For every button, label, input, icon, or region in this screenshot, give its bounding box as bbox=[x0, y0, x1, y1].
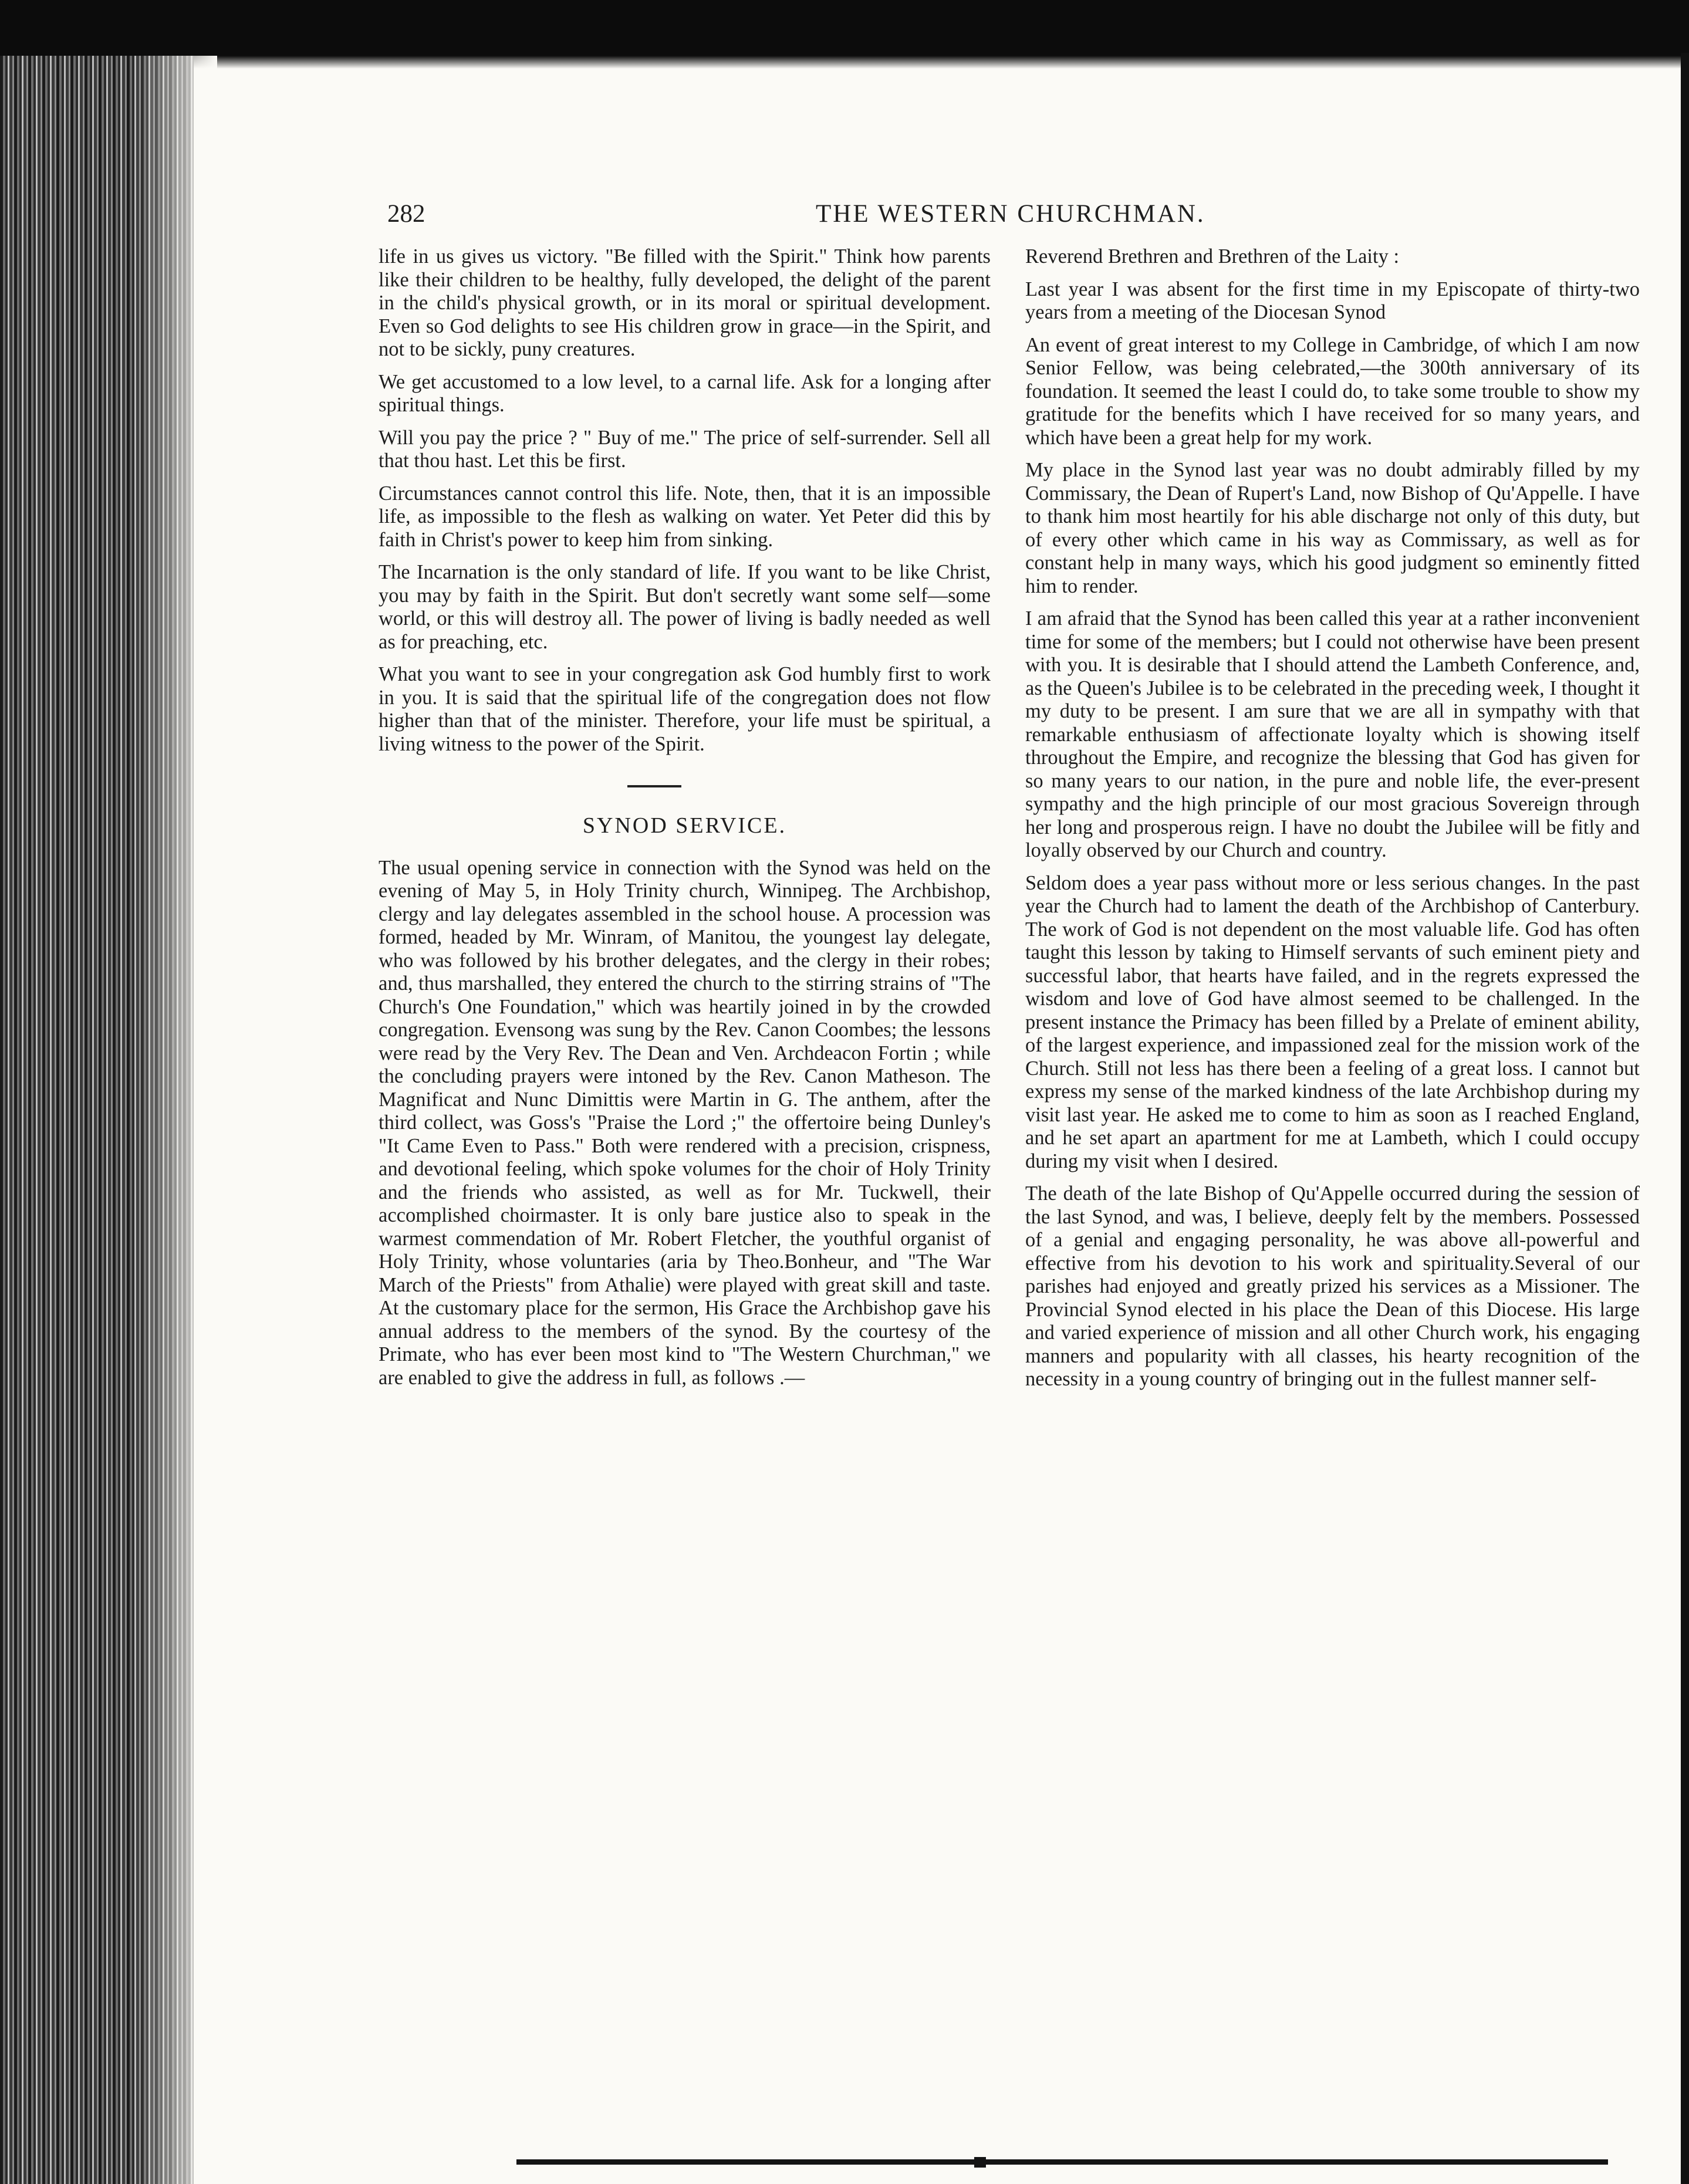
page-header bbox=[387, 200, 1420, 235]
scan-top-border bbox=[0, 0, 1689, 56]
scan-right-edge bbox=[1681, 53, 1689, 2184]
paragraph: Will you pay the price ? " Buy of me." The price of self-surrender. Sell all that thou hast. Let this be first. bbox=[379, 426, 991, 472]
paragraph: The Incarnation is the only standard of life. If you want to be like Christ, you may by faith in the Spirit. But don't secretly want some self—some world, or this will destroy all. The power of living is badly needed as well as for preaching, etc. bbox=[379, 561, 991, 653]
paragraph: The death of the late Bishop of Qu'Appelle occurred during the session of the last Synod, and was, I believe, deeply felt by the members. Possessed of a genial and engaging personality, he was above all-powerful and effective from his devotion to his work and spirituality.Several of our parishes had enjoyed and greatly prized his services as a Missioner. The Provincial Synod elected in his place the Dean of this Diocese. His large and varied experience of mission and all other Church work, his engaging manners and popularity with all classes, his hearty recognition of the necessity in a young country of bringing out in the fullest manner self- bbox=[1025, 1182, 1640, 1390]
scan-top-border-shadow bbox=[0, 56, 1689, 69]
scan-bottom-rule bbox=[516, 2159, 1608, 2165]
left-column bbox=[379, 245, 991, 1399]
page-number: 282 bbox=[387, 200, 425, 228]
paragraph: My place in the Synod last year was no doubt admirably filled by my Commissary, the Dean of Rupert's Land, now Bishop of Qu'Appelle. I have to thank him most heartily for his able discharge not only of this duty, but of every other which came in his way as Commissary, as well as for constant help in many ways, which his good judgment so eminently fitted him to render. bbox=[1025, 459, 1640, 597]
section-divider bbox=[627, 785, 681, 787]
scan-bottom-mark bbox=[974, 2157, 986, 2168]
paragraph: I am afraid that the Synod has been called this year at a rather inconvenient time for some of the members; but I could not otherwise have been present with you. It is desirable that I should attend the Lambeth Conference, and, as the Queen's Jubilee is to be celebrated in the preceding week, I thought it my duty to be present. I am sure that we are all in sympathy with that remarkable enthusiasm of affectionate loyalty which is showing itself throughout the Empire, and recognize the blessing that God has given for so many years to our nation, in the pure and noble life, the ever-present sympathy and the high principle of our most gracious Sovereign through her long and prosperous reign. I have no doubt the Jubilee will be fitly and loyally observed by our Church and country. bbox=[1025, 607, 1640, 861]
paragraph: An event of great interest to my College in Cambridge, of which I am now Senior Fellow, was being celebrated,—the 300th anniversary of its foundation. It seemed the least I could do, to take some trouble to show my gratitude for the benefits which I have received for so many years, and which have been a great help for my work. bbox=[1025, 333, 1640, 449]
right-column bbox=[1025, 245, 1640, 1401]
paragraph: Last year I was absent for the first time in my Episcopate of thirty-two years from a meeting of the Diocesan Synod bbox=[1025, 278, 1640, 323]
paragraph: We get accustomed to a low level, to a carnal life. Ask for a longing after spiritual things. bbox=[379, 370, 991, 416]
paragraph: Seldom does a year pass without more or less serious changes. In the past year the Church had to lament the death of the Archbishop of Canterbury. The work of God is not dependent on the most valuable life. God has often taught this lesson by taking to Himself servants of such eminent piety and successful labor, that hearts have failed, and in the regrets expressed the wisdom and love of God have almost seemed to be challenged. In the present instance the Primacy has been filled by a Prelate of eminent ability, of the largest experience, and impassioned zeal for the mission work of the Church. Still not less has there been a feeling of a great loss. I cannot but express my sense of the marked kindness of the late Archbishop during my visit last year. He asked me to come to him as soon as I reached England, and he set apart an apartment for me at Lambeth, which I could occupy during my visit when I desired. bbox=[1025, 871, 1640, 1172]
scan-gutter-fade bbox=[135, 56, 217, 2184]
paragraph: The usual opening service in connection with the Synod was held on the evening of May 5, in Holy Trinity church, Winnipeg. The Archbishop, clergy and lay delegates assembled in the school house. A procession was formed, headed by Mr. Winram, of Manitou, the youngest lay delegate, who was followed by his brother delegates, and the clergy in their robes; and, thus marshalled, they entered the church to the stirring strains of "The Church's One Foundation," which was heartily joined in by the crowded congregation. Evensong was sung by the Rev. Canon Coombes; the lessons were read by the Very Rev. The Dean and Ven. Archdeacon Fortin ; while the concluding prayers were intoned by the Rev. Canon Matheson. The Magnificat and Nunc Dimittis were Martin in G. The anthem, after the third collect, was Goss's "Praise the Lord ;" the offertoire being Dunley's "It Came Even to Pass." Both were rendered with a precision, crispness, and devotional feeling, which spoke volumes for the choir of Holy Trinity and the friends who assisted, as well as for Mr. Tuckwell, their accomplished choirmaster. It is only bare justice also to speak in the warmest commendation of Mr. Robert Fletcher, the youthful organist of Holy Trinity, whose voluntaries (aria by Theo.Bonheur, and "The War March of the Priests" from Athalie) were played with great skill and taste. At the customary place for the sermon, His Grace the Archbishop gave his annual address to the members of the synod. By the courtesy of the Primate, who has ever been most kind to "The Western Churchman," we are enabled to give the address in full, as follows .— bbox=[379, 856, 991, 1389]
paragraph: What you want to see in your congregation ask God humbly first to work in you. It is said that the spiritual life of the congregation does not flow higher than that of the minister. Therefore, your life must be spiritual, a living witness to the power of the Spirit. bbox=[379, 663, 991, 755]
paragraph: life in us gives us victory. "Be filled with the Spirit." Think how parents like their children to be healthy, fully developed, the delight of the parent in the child's physical growth, or in its moral or spiritual development. Even so God delights to see His children grow in grace—in the Spirit, and not to be sickly, puny creatures. bbox=[379, 245, 991, 360]
paragraph: Circumstances cannot control this life. Note, then, that it is an impossible life, as impossible to the flesh as walking on water. Yet Peter did this by faith in Christ's power to keep him from sinking. bbox=[379, 482, 991, 551]
running-title: THE WESTERN CHURCHMAN. bbox=[816, 200, 1205, 228]
salutation: Reverend Brethren and Brethren of the Laity : bbox=[1025, 245, 1400, 268]
section-title: SYNOD SERVICE. bbox=[582, 813, 787, 838]
